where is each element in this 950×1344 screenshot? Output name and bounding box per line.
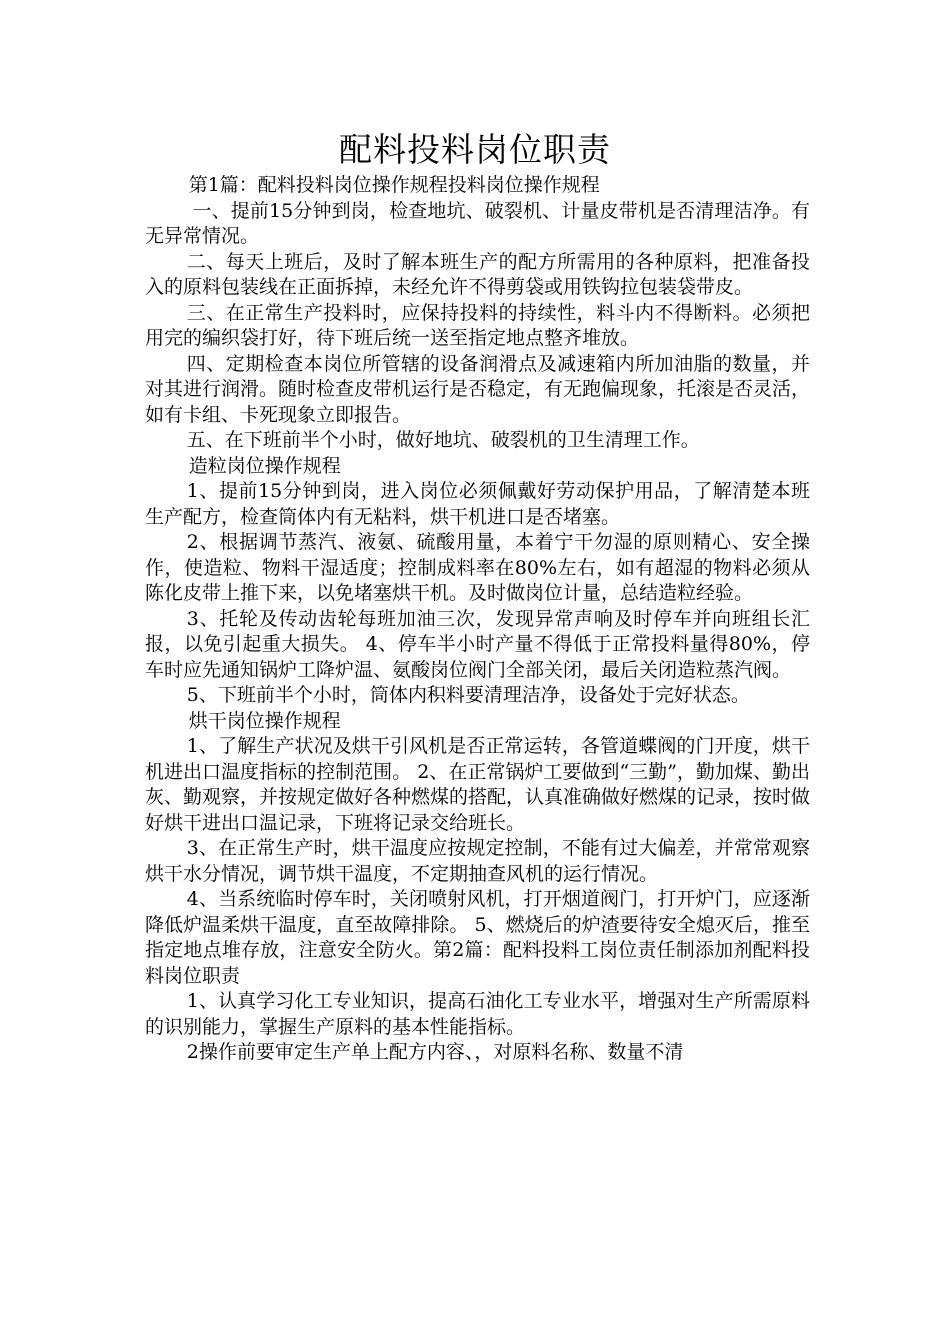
document-body <box>145 173 810 1066</box>
paragraph: 三、在正常生产投料时，应保持投料的持续性，料斗内不得断料。必须把用完的编织袋打好，待下班后统一送至指定地点整齐堆放。 <box>145 301 810 349</box>
section-heading: 第1篇：配料投料岗位操作规程投料岗位操作规程 <box>188 174 600 196</box>
section-heading: 烘干岗位操作规程 <box>188 709 341 732</box>
paragraph: 1、认真学习化工专业知识，提高石油化工专业水平，增强对生产所需原料的识别能力，掌握生产原料的基本性能指标。 <box>145 990 810 1038</box>
paragraph: 4、当系统临时停车时，关闭喷射风机，打开烟道阀门，打开炉门，应逐渐降低炉温柔烘干温度，直至故障排除。 5、燃烧后的炉渣要待安全熄灭后，推至指定地点堆存放，注意安全防火。第2篇：配料投料工岗位责任制添加剂配料投料岗位职责 <box>145 888 810 987</box>
paragraph: 二、每天上班后，及时了解本班生产的配方所需用的各种原料，把准备投入的原料包装线在正面拆掉，未经允许不得剪袋或用铁钩拉包装袋带皮。 <box>145 250 810 298</box>
paragraph: 5、下班前半个小时，筒体内积料要清理洁净，设备处于完好状态。 <box>186 684 750 706</box>
document-title: 配料投料岗位职责 <box>339 130 611 169</box>
paragraph: 四、定期检查本岗位所管辖的设备润滑点及减速箱内所加油脂的数量，并对其进行润滑。随时检查皮带机运行是否稳定，有无跑偏现象，托滚是否灵活，如有卡组、卡死现象立即报告。 <box>145 352 811 426</box>
paragraph: 3、托轮及传动齿轮每班加油三次，发现异常声响及时停车并向班组长汇报，以免引起重大损失。 4、停车半小时产量不得低于正常投料量得80%，停车时应先通知锅炉工降炉温、氨酸岗位阀门全部关闭，最后关闭造粒蒸汽阀。 <box>145 607 810 681</box>
paragraph: 五、在下班前半个小时，做好地坑、破裂机的卫生清理工作。 <box>186 429 700 451</box>
paragraph: 1、提前15分钟到岗，进入岗位必须佩戴好劳动保护用品，了解清楚本班生产配方，检查筒体内有无粘料，烘干机进口是否堵塞。 <box>145 480 810 528</box>
section-heading: 造粒岗位操作规程 <box>188 454 341 477</box>
paragraph: 一、提前15分钟到岗，检查地坑、破裂机、计量皮带机是否清理洁净。有无异常情况。 <box>145 199 810 247</box>
paragraph: 2操作前要审定生产单上配方内容、，对原料名称、数量不清 <box>186 1041 684 1063</box>
paragraph: 3、在正常生产时，烘干温度应按规定控制，不能有过大偏差，并常常观察烘干水分情况，调节烘干温度，不定期抽查风机的运行情况。 <box>145 837 810 885</box>
paragraph: 2、根据调节蒸汽、液氨、硫酸用量，本着宁干勿湿的原则精心、安全操作，使造粒、物料干湿适度；控制成料率在80%左右，如有超湿的物料必须从陈化皮带上推下来，以免堵塞烘干机。及时做岗位计量，总结造粒经验。 <box>145 531 810 604</box>
paragraph: 1、了解生产状况及烘干引风机是否正常运转，各管道蝶阀的门开度，烘干机进出口温度指标的控制范围。 2、在正常锅炉工要做到“三勤”，勤加煤、勤出灰、勤观察，并按规定做好各种燃煤的搭配，认真准确做好燃煤的记录，按时做好烘干进出口温记录，下班将记录交给班长。 <box>145 735 811 834</box>
